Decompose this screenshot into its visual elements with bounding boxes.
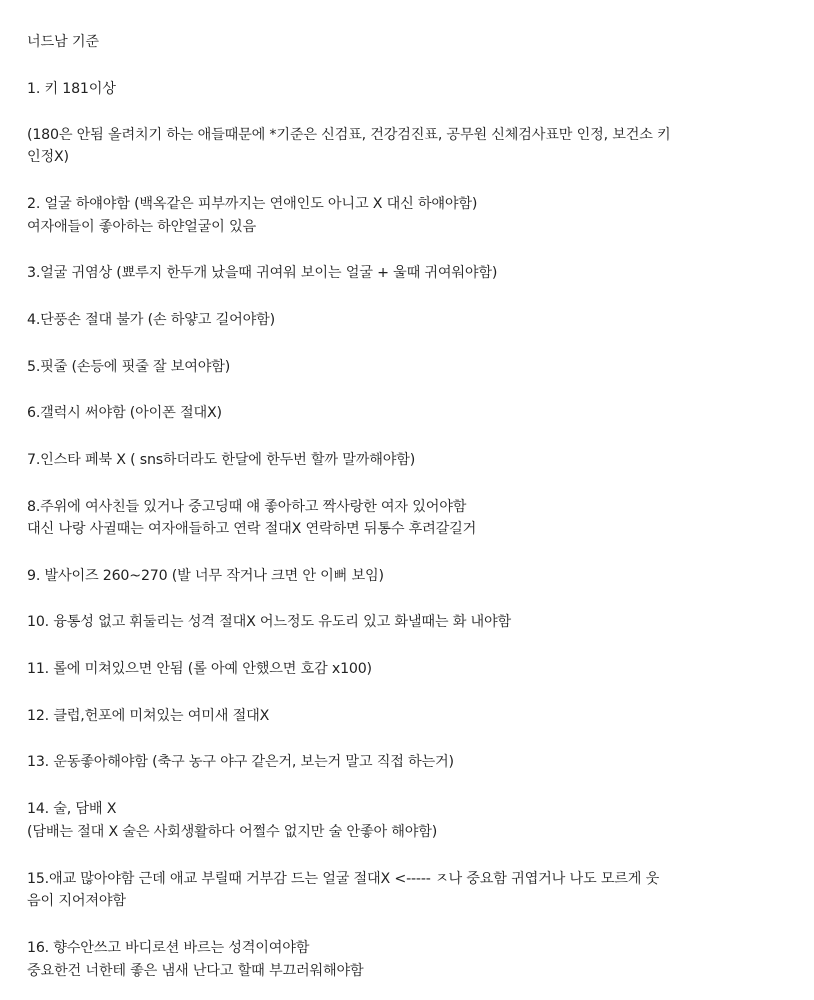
criterion-9: 9. 발사이즈 260~270 (발 너무 작거나 크면 안 이뻐 보임) xyxy=(27,568,384,584)
criterion-1-note-line-2: 인정X) xyxy=(27,149,69,165)
criterion-8-note: 대신 나랑 사귈때는 여자애들하고 연락 절대X 연락하면 뒤통수 후려갈길거 xyxy=(27,521,477,537)
criterion-10: 10. 융통성 없고 휘둘리는 성격 절대X 어느정도 유도리 있고 화낼때는 화 내야함 xyxy=(27,614,512,630)
criterion-4: 4.단풍손 절대 불가 (손 하얗고 길어야함) xyxy=(27,312,275,328)
criterion-11: 11. 롤에 미쳐있으면 안됨 (롤 아예 안했으면 호감 x100) xyxy=(27,661,372,677)
criterion-13: 13. 운동좋아해야함 (축구 농구 야구 같은거, 보는거 말고 직접 하는거) xyxy=(27,754,454,770)
criterion-14-note: (담배는 절대 X 술은 사회생활하다 어쩔수 없지만 술 안좋아 해야함) xyxy=(27,824,438,840)
criterion-2-note: 여자애들이 좋아하는 하얀얼굴이 있음 xyxy=(27,219,257,235)
criterion-15-line-2: 음이 지어져야함 xyxy=(27,893,126,909)
criterion-14: 14. 술, 담배 X xyxy=(27,801,117,817)
criterion-5: 5.핏줄 (손등에 핏줄 잘 보여야함) xyxy=(27,359,231,375)
criterion-1-note-line-1: (180은 안됨 올려치기 하는 애들때문에 *기준은 신검표, 건강검진표, 공무원 신체검사표만 인정, 보건소 키 xyxy=(27,127,671,143)
criterion-1: 1. 키 181이상 xyxy=(27,81,116,97)
criterion-15-line-1: 15.애교 많아야함 근데 애교 부릴때 거부감 드는 얼굴 절대X <----- ㅈ나 중요함 귀엽거나 나도 모르게 웃 xyxy=(27,871,660,887)
criterion-3: 3.얼굴 귀염상 (뾰루지 한두개 났을때 귀여워 보이는 얼굴 + 울때 귀여워야함) xyxy=(27,265,498,281)
criterion-2: 2. 얼굴 하얘야함 (백옥같은 피부까지는 연애인도 아니고 X 대신 하얘야함) xyxy=(27,196,478,212)
criterion-12: 12. 클럽,헌포에 미쳐있는 여미새 절대X xyxy=(27,708,270,724)
document-title: 너드남 기준 xyxy=(27,34,99,50)
criterion-8: 8.주위에 여사친들 있거나 중고딩때 얘 좋아하고 짝사랑한 여자 있어야함 xyxy=(27,499,467,515)
criterion-16-note: 중요한건 너한테 좋은 냄새 난다고 할때 부끄러워해야함 xyxy=(27,963,364,979)
criterion-6: 6.갤럭시 써야함 (아이폰 절대X) xyxy=(27,405,222,421)
criterion-7: 7.인스타 페북 X ( sns하더라도 한달에 한두번 할까 말까해야함) xyxy=(27,452,416,468)
criterion-16: 16. 향수안쓰고 바디로션 바르는 성격이여야함 xyxy=(27,940,310,956)
